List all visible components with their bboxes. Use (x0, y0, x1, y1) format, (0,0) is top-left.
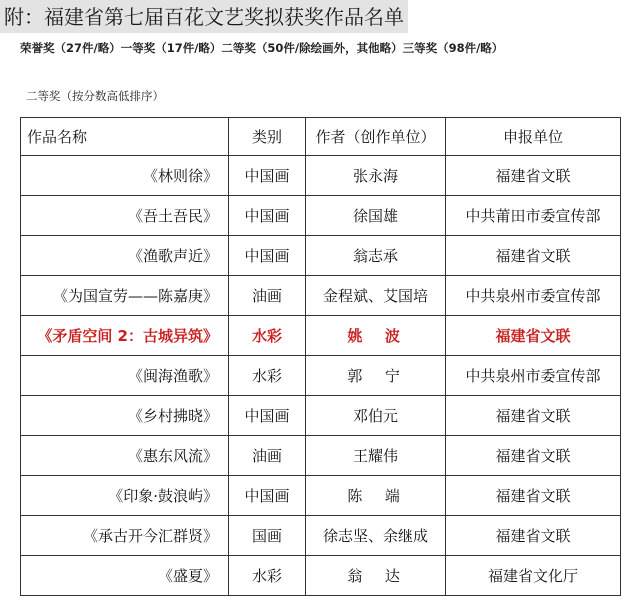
works-table (20, 117, 621, 596)
table-row-highlighted (21, 316, 621, 356)
col-header-category: 类别 (229, 118, 306, 156)
work-unit: 福建省文联 (446, 436, 621, 476)
work-category: 中国画 (229, 476, 306, 516)
work-author: 姚 波 (306, 316, 446, 356)
work-unit: 福建省文联 (446, 396, 621, 436)
table-row (21, 516, 621, 556)
work-category: 水彩 (229, 556, 306, 596)
table-row (21, 556, 621, 596)
work-category: 中国画 (229, 396, 306, 436)
work-title: 《惠东风流》 (21, 436, 229, 476)
work-unit: 福建省文联 (446, 236, 621, 276)
work-title: 《渔歌声近》 (21, 236, 229, 276)
table-row (21, 236, 621, 276)
col-header-unit: 申报单位 (446, 118, 621, 156)
table-row (21, 476, 621, 516)
work-title: 《林则徐》 (21, 156, 229, 196)
work-author: 陈 端 (306, 476, 446, 516)
work-author: 徐国雄 (306, 196, 446, 236)
col-header-title: 作品名称 (21, 118, 229, 156)
table-row (21, 396, 621, 436)
work-unit: 福建省文联 (446, 476, 621, 516)
table-header-row (21, 118, 621, 156)
section-label: 二等奖（按分数高低排序） (26, 89, 164, 103)
work-unit: 福建省文联 (446, 316, 621, 356)
work-author: 邓伯元 (306, 396, 446, 436)
table-row (21, 196, 621, 236)
work-title: 《乡村拂晓》 (21, 396, 229, 436)
page-title: 附：福建省第七届百花文艺奖拟获奖作品名单 (4, 5, 404, 29)
work-author: 徐志坚、余继成 (306, 516, 446, 556)
work-title: 《为国宣劳——陈嘉庚》 (21, 276, 229, 316)
work-category: 水彩 (229, 316, 306, 356)
work-title: 《承古开今汇群贤》 (21, 516, 229, 556)
work-unit: 中共莆田市委宣传部 (446, 196, 621, 236)
work-unit: 中共泉州市委宣传部 (446, 276, 621, 316)
table-row (21, 356, 621, 396)
work-unit: 福建省文联 (446, 516, 621, 556)
award-summary: 荣誉奖（27件/略）一等奖（17件/略）二等奖（50件/除绘画外，其他略）三等奖（98件/略） (20, 41, 504, 55)
work-author: 张永海 (306, 156, 446, 196)
work-category: 国画 (229, 516, 306, 556)
work-title: 《印象·鼓浪屿》 (21, 476, 229, 516)
work-category: 中国画 (229, 196, 306, 236)
work-title: 《闽海渔歌》 (21, 356, 229, 396)
work-category: 中国画 (229, 156, 306, 196)
table-row (21, 156, 621, 196)
work-unit: 中共泉州市委宣传部 (446, 356, 621, 396)
work-author: 翁志承 (306, 236, 446, 276)
work-category: 水彩 (229, 356, 306, 396)
work-author: 郭 宁 (306, 356, 446, 396)
work-title: 《吾土吾民》 (21, 196, 229, 236)
col-header-author: 作者（创作单位） (306, 118, 446, 156)
work-category: 油画 (229, 276, 306, 316)
work-category: 油画 (229, 436, 306, 476)
work-author: 翁 达 (306, 556, 446, 596)
work-category: 中国画 (229, 236, 306, 276)
work-author: 金程斌、艾国培 (306, 276, 446, 316)
table-row (21, 276, 621, 316)
work-unit: 福建省文化厅 (446, 556, 621, 596)
work-unit: 福建省文联 (446, 156, 621, 196)
table-row (21, 436, 621, 476)
work-author: 王耀伟 (306, 436, 446, 476)
work-title: 《盛夏》 (21, 556, 229, 596)
work-title: 《矛盾空间 2：古城异筑》 (21, 316, 229, 356)
